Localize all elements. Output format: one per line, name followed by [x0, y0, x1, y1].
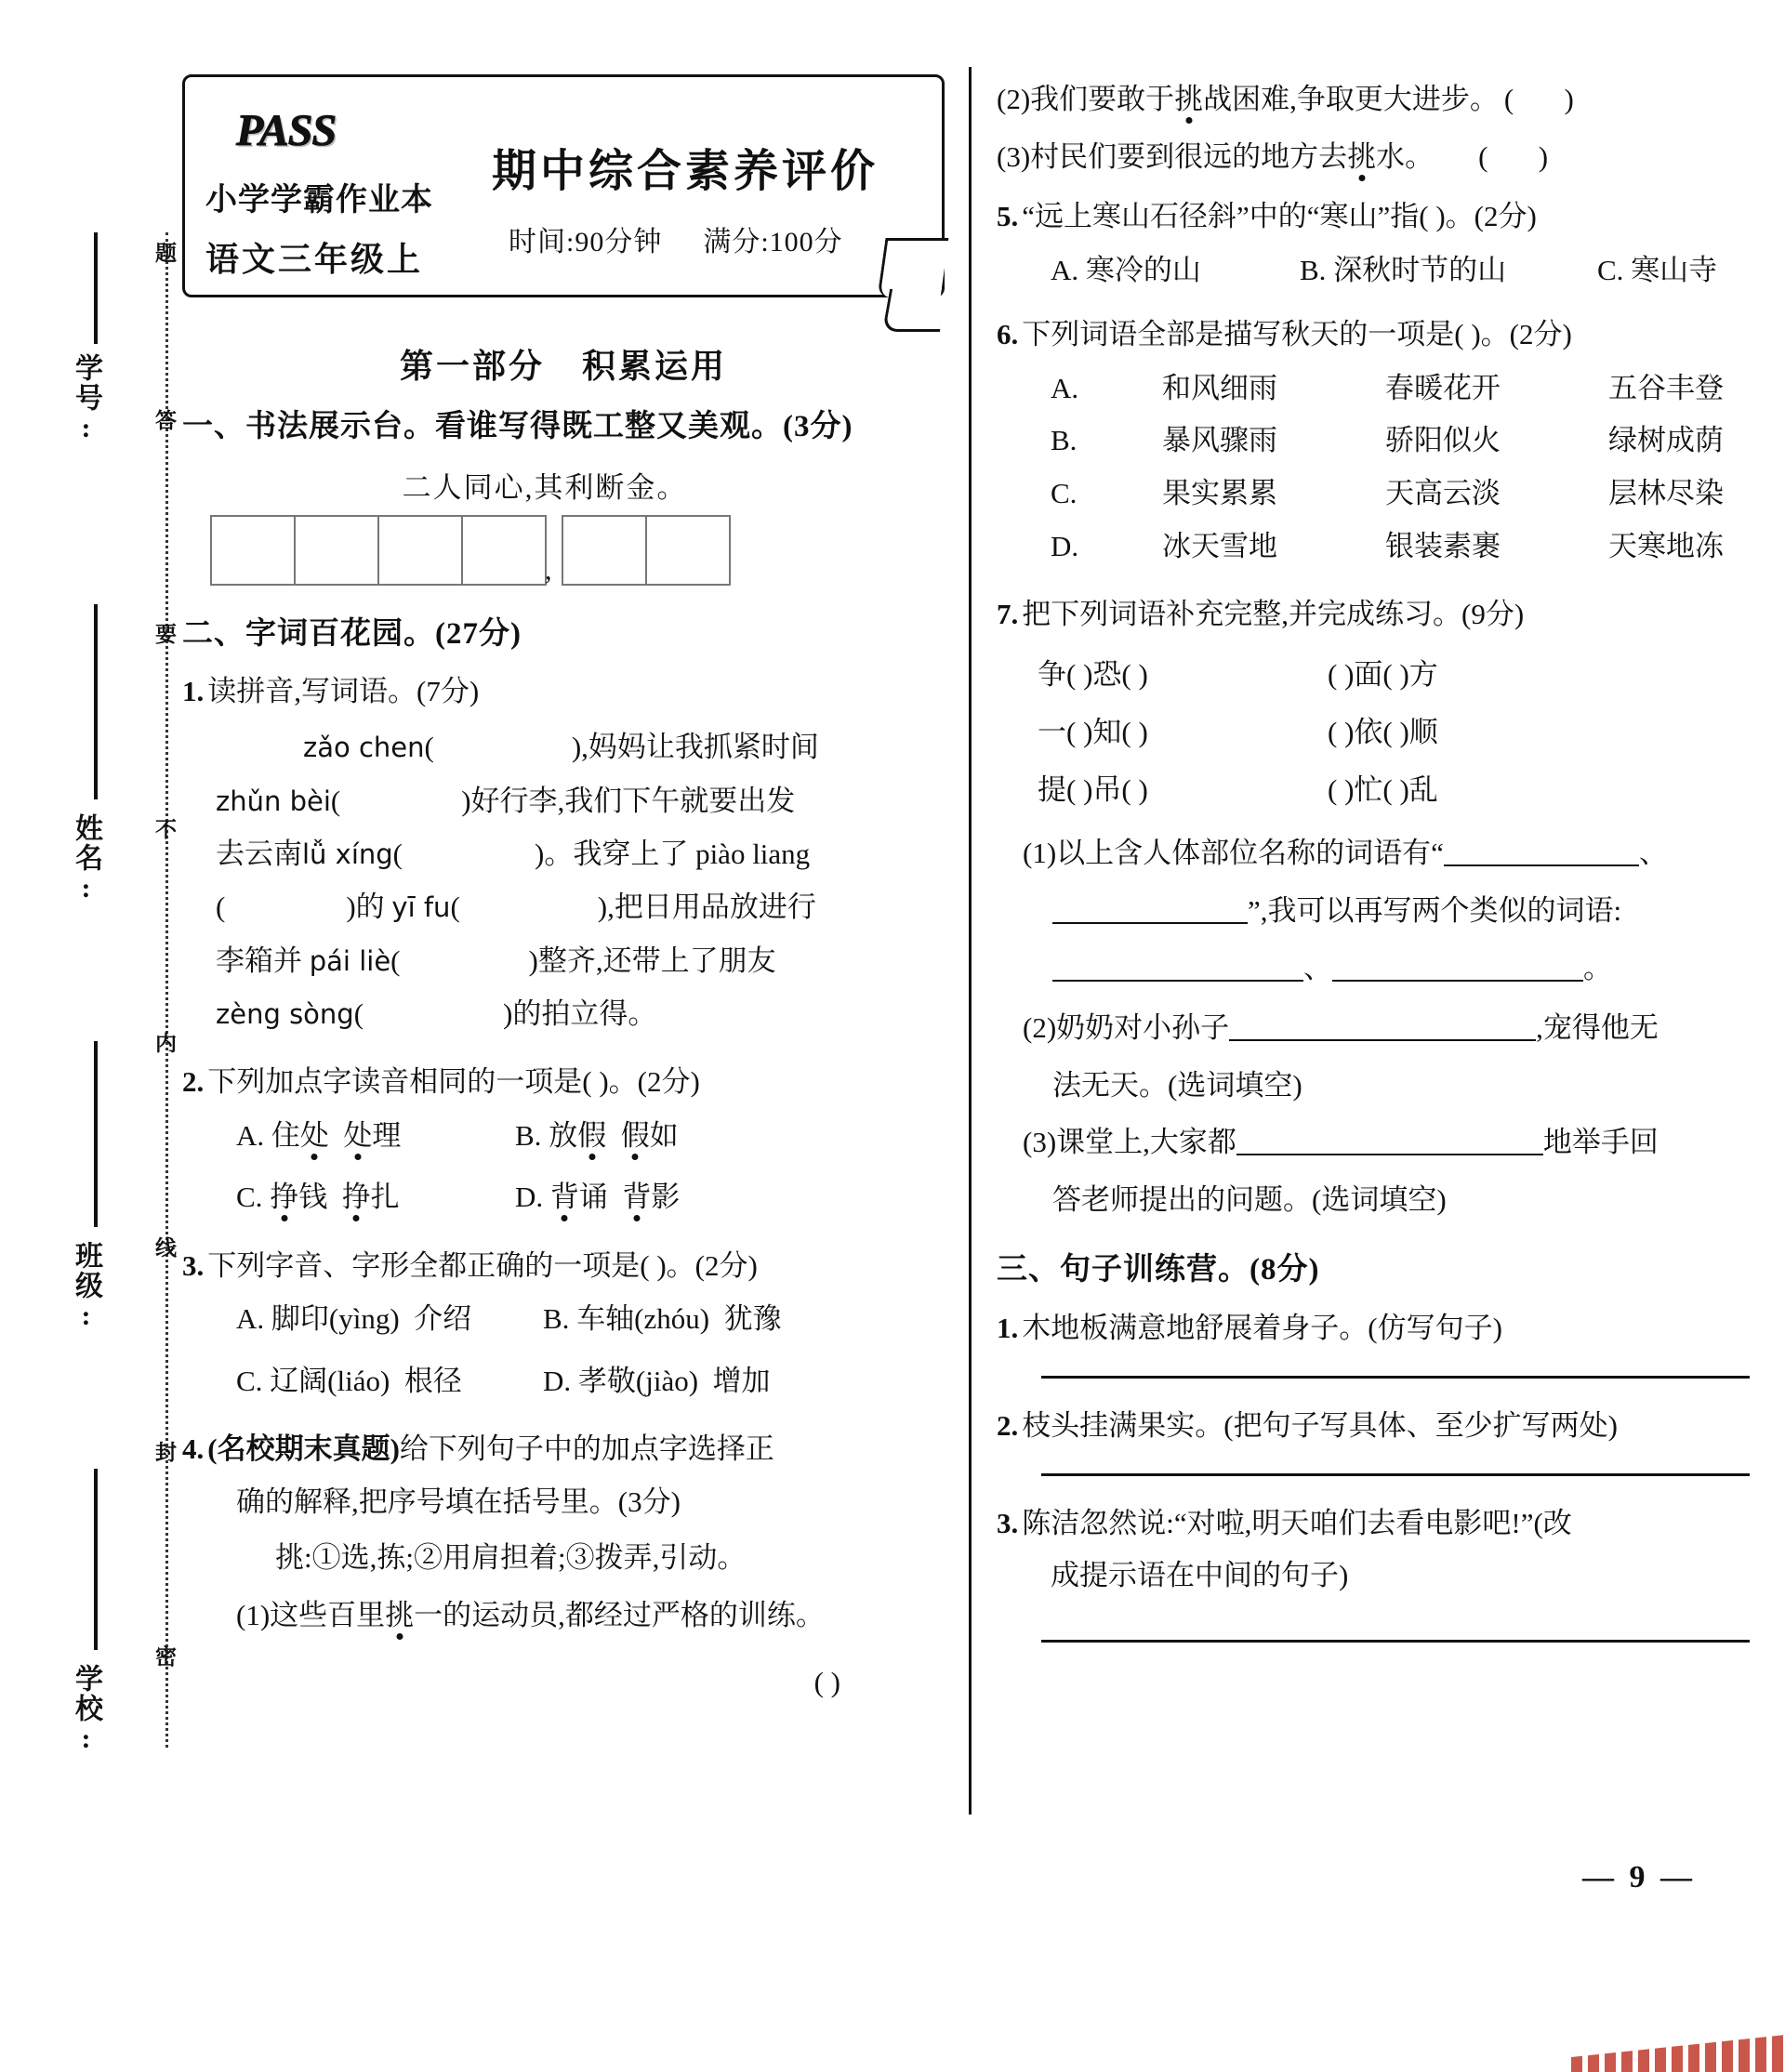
calligraphy-boxes[interactable]: [182, 515, 945, 586]
pinyin-line-2: zhǔn bèi( )好行李,我们下午就要出发: [216, 784, 796, 817]
option-word-2: 犹豫: [723, 1302, 782, 1336]
subject-grade: 语文三年级上: [205, 241, 424, 278]
option-word: 脚印(yìng): [271, 1302, 400, 1336]
item-text: 木地板满意地舒展着身子。(仿写句子): [1022, 1311, 1502, 1344]
option-word-3: 层林尽染: [1608, 476, 1724, 509]
option-key: C.: [236, 1364, 263, 1397]
idiom-cell[interactable]: ( )依( )顺: [1328, 715, 1438, 748]
option-word: 影: [651, 1181, 681, 1214]
question-prompt: 读拼音,写词语。(7分): [207, 675, 480, 707]
part-label: 第一部分: [399, 348, 545, 385]
question-number: 2.: [182, 1065, 205, 1099]
line-tail: ),妈妈让我抓紧时间: [571, 731, 819, 764]
question-6-option-C[interactable]: [997, 469, 1759, 519]
option-word-1: 果实累累: [1162, 476, 1277, 509]
option-word-1: 和风细雨: [1162, 371, 1277, 404]
line-tail: )。我穿上了 piào liang: [535, 837, 811, 870]
question-prompt: 下列加点字读音相同的一项是( )。(2分): [207, 1065, 700, 1099]
left-column: [182, 0, 945, 1712]
question-4-answer-1[interactable]: ( ): [813, 1666, 840, 1699]
option-key: D.: [1051, 529, 1079, 562]
option-word: 扎: [370, 1181, 400, 1214]
item-number: 3.: [997, 1507, 1019, 1539]
question-number: 4.: [182, 1432, 205, 1466]
question-3-options-row-1: [182, 1295, 945, 1344]
page-number: — 9 —: [1582, 1860, 1696, 1894]
option-word: 孝敬(jiào): [577, 1364, 699, 1397]
option-A[interactable]: [1051, 246, 1300, 296]
question-number: 6.: [997, 318, 1019, 351]
sidebar-label-school: 学校:: [71, 1664, 101, 1756]
corner-decoration: [1571, 2035, 1785, 2072]
answer-blank[interactable]: ( ): [1503, 83, 1574, 115]
option-word: 钱: [298, 1181, 328, 1214]
option-word-2: 介绍: [414, 1302, 472, 1336]
pinyin-line-5: 李箱并 pái liè( )整齐,还带上了朋友: [216, 944, 776, 977]
pinyin-text: lǚ xíng: [302, 838, 393, 870]
option-key: C.: [1051, 476, 1078, 509]
option-key: B.: [1300, 253, 1327, 286]
item-number: (3): [997, 140, 1031, 174]
answer-blank[interactable]: [1236, 1120, 1543, 1155]
pass-logo: PASS: [236, 106, 337, 155]
answer-blank[interactable]: ( ): [1478, 140, 1549, 174]
idiom-row[interactable]: [1038, 704, 1759, 761]
answer-line[interactable]: [1041, 1473, 1750, 1476]
seal-note-char: 密: [152, 1645, 176, 1668]
question-4-item-1: (1)这些百里挑一的运动员,都经过严格的训练。: [236, 1599, 825, 1632]
option-word-3: 五谷丰登: [1608, 371, 1724, 404]
question-prompt-a: 给下列句子中的加点字选择正: [399, 1432, 774, 1466]
exam-header-box: [182, 74, 945, 297]
question-3-options-row-2: [182, 1357, 945, 1406]
pinyin-text: zǎo chen: [303, 732, 425, 764]
comma-mark: ,: [545, 554, 552, 586]
answer-blank[interactable]: [1332, 947, 1583, 982]
item-number: (2): [1023, 1011, 1057, 1045]
item-number: (1): [1023, 836, 1057, 869]
seal-dashed-line: [165, 232, 168, 1748]
line-head: 去云南: [216, 837, 302, 870]
item-number: (2): [997, 83, 1031, 115]
pinyin-text: yī fu: [391, 891, 451, 924]
answer-blank[interactable]: [1229, 1007, 1536, 1041]
option-C[interactable]: [1597, 246, 1717, 296]
option-word-2: 天高云淡: [1385, 476, 1501, 509]
option-text: 深秋时节的山: [1333, 253, 1507, 286]
marked-char: 挣: [341, 1181, 371, 1214]
item-number: 1.: [997, 1311, 1019, 1344]
question-number: 7.: [997, 598, 1019, 631]
idiom-cell[interactable]: 争( )恐( ): [1038, 657, 1148, 691]
option-B[interactable]: [515, 1112, 679, 1161]
question-7-sub-3-cont: 答老师提出的问题。(选词填空): [1052, 1182, 1447, 1216]
option-key: A.: [1051, 253, 1079, 286]
seal-note-char: 题: [152, 242, 176, 264]
question-2-options-row-1: [182, 1112, 945, 1161]
option-word: 如: [649, 1118, 679, 1152]
line-tail: )好行李,我们下午就要出发: [461, 784, 796, 817]
calligraphy-box[interactable]: [294, 515, 379, 586]
option-word-3: 天寒地冻: [1608, 529, 1724, 562]
option-key: B.: [515, 1118, 542, 1152]
option-key: A.: [236, 1302, 265, 1336]
section-3-item-1: [997, 1305, 1759, 1352]
option-word-1: 冰天雪地: [1162, 529, 1277, 562]
answer-blank[interactable]: [1052, 890, 1248, 924]
item-number: (3): [1023, 1125, 1057, 1158]
idiom-row[interactable]: [1038, 761, 1759, 819]
sidebar-label-class: 班级:: [71, 1241, 101, 1333]
option-key: D.: [543, 1364, 572, 1397]
sidebar-label-student-id: 学号:: [71, 353, 101, 445]
marked-char: 挑: [385, 1599, 415, 1632]
seal-rule: [94, 1041, 98, 1227]
section-3-item-2: [997, 1403, 1759, 1449]
question-6-option-D[interactable]: [997, 522, 1759, 572]
marked-char: 处: [299, 1118, 329, 1152]
option-word-1: 暴风骤雨: [1162, 424, 1277, 457]
option-text: 寒冷的山: [1085, 253, 1201, 286]
idiom-cell[interactable]: 一( )知( ): [1038, 715, 1148, 748]
marked-char: 挑: [1347, 140, 1377, 174]
pinyin-text: zèng sòng: [216, 997, 354, 1030]
seal-note-char: 线: [152, 1236, 176, 1259]
question-prompt: 下列字音、字形全都正确的一项是( )。(2分): [207, 1248, 758, 1282]
option-word: 辽阔(liáo): [270, 1364, 390, 1397]
folded-corner-tail: [882, 289, 947, 332]
section-2-heading: 二、字词百花园。(27分): [182, 616, 522, 651]
question-2-options-row-2: [182, 1173, 945, 1222]
column-divider: [969, 67, 972, 1815]
marked-char: 背: [622, 1181, 652, 1214]
option-word-2: 春暖花开: [1385, 371, 1501, 404]
option-D[interactable]: [543, 1357, 771, 1406]
idiom-cell[interactable]: 提( )吊( ): [1038, 772, 1148, 806]
item-number: 2.: [997, 1408, 1019, 1442]
idiom-cell[interactable]: ( )忙( )乱: [1328, 772, 1438, 806]
section-3-item-3-cont: 成提示语在中间的句子): [1051, 1559, 1349, 1592]
option-word-2: 银装素裹: [1385, 529, 1501, 562]
answer-blank[interactable]: [1052, 947, 1303, 982]
seal-rule: [94, 232, 98, 344]
pinyin-line-1: zǎo chen( ),妈妈让我抓紧时间: [303, 731, 819, 764]
question-prompt: 下列词语全部是描写秋天的一项是( )。(2分): [1022, 318, 1572, 351]
answer-blank[interactable]: [1444, 831, 1639, 865]
pinyin-line-3: 去云南lǚ xíng( )。我穿上了 piào liang: [216, 837, 811, 870]
option-word-2: 根径: [403, 1364, 462, 1397]
option-key: B.: [1051, 424, 1078, 457]
option-A[interactable]: [236, 1112, 515, 1161]
seal-note-char: 不: [152, 818, 176, 840]
pinyin-text: pái liè: [309, 944, 391, 977]
question-prompt: 把下列词语补充完整,并完成练习。(9分): [1022, 598, 1525, 631]
calligraphy-box[interactable]: [645, 515, 731, 586]
sub-text: 以上含人体部位名称的词语有“: [1056, 836, 1444, 869]
seal-note-char: 封: [152, 1441, 176, 1463]
option-key: B.: [543, 1302, 570, 1336]
page-title: 期中综合素养评价: [492, 147, 879, 196]
exam-meta: [509, 218, 843, 259]
option-word-2: 增加: [712, 1364, 771, 1397]
option-word: 诵: [578, 1181, 608, 1214]
option-text: 寒山寺: [1631, 253, 1718, 286]
option-word: 理: [372, 1118, 402, 1152]
line-tail: )整齐,还带上了朋友: [528, 944, 776, 977]
section-3-item-3: [997, 1500, 1759, 1547]
calligraphy-sentence: 二人同心,其利断金。: [402, 470, 688, 504]
calligraphy-box[interactable]: [210, 515, 296, 586]
question-6-option-B[interactable]: [997, 416, 1759, 466]
sub-text: 课堂上,大家都: [1056, 1125, 1236, 1158]
option-C[interactable]: [236, 1357, 543, 1406]
answer-line[interactable]: [1041, 1640, 1750, 1643]
option-key: C.: [1597, 253, 1624, 286]
option-B[interactable]: [1300, 246, 1597, 296]
exam-total-score: 满分:100分: [703, 227, 843, 257]
question-prompt: “远上寒山石径斜”中的“寒山”指( )。(2分): [1022, 200, 1537, 233]
question-number: 3.: [182, 1248, 205, 1282]
option-key: C.: [236, 1181, 263, 1214]
seal-note-char: 答: [152, 409, 176, 431]
option-word: 住: [271, 1118, 300, 1152]
marked-char: 挑: [1174, 83, 1204, 115]
option-word: 放: [549, 1118, 578, 1152]
option-D[interactable]: [515, 1173, 680, 1222]
question-number: 5.: [997, 200, 1019, 233]
question-6-option-A[interactable]: [997, 364, 1759, 414]
calligraphy-box[interactable]: [461, 515, 547, 586]
question-4: [182, 1426, 945, 1472]
question-7-sub-2-cont: 法无天。(选词填空): [1052, 1069, 1302, 1102]
question-5: [997, 193, 1759, 240]
option-key: A.: [1051, 371, 1079, 404]
option-key: A.: [236, 1118, 265, 1152]
question-7-sub-1-cont2: 、 。: [997, 945, 1759, 992]
answer-line[interactable]: [1041, 1376, 1750, 1379]
marked-char: 假: [620, 1118, 650, 1152]
question-7-sub-1-cont: [997, 888, 1759, 934]
item-text: 陈洁忽然说:“对啦,明天咱们去看电影吧!”(改: [1022, 1507, 1572, 1539]
option-A[interactable]: [236, 1295, 543, 1344]
question-1: [182, 668, 945, 715]
question-number: 1.: [182, 675, 205, 707]
calligraphy-box[interactable]: [377, 515, 463, 586]
marked-char: 处: [343, 1118, 373, 1152]
brand-name: 小学学霸作业本: [205, 183, 433, 218]
question-6: [997, 311, 1759, 358]
calligraphy-box[interactable]: [562, 515, 647, 586]
question-4-item-3: (3)村民们要到很远的地方去挑水。 ( ): [997, 140, 1549, 174]
question-tag: (名校期末真题): [207, 1432, 400, 1466]
seal-note-char: 内: [152, 1032, 176, 1054]
idiom-cell[interactable]: ( )面( )方: [1328, 657, 1438, 691]
item-number: (1): [236, 1599, 271, 1632]
sub-text: ”,我可以再写两个类似的词语:: [1248, 893, 1622, 927]
line-tail: )的拍立得。: [503, 996, 657, 1030]
sub-text: 奶奶对小孙子: [1056, 1011, 1230, 1045]
marked-char: 假: [577, 1118, 607, 1152]
seal-note-char: 要: [152, 623, 176, 645]
sidebar-label-name: 姓名:: [71, 813, 101, 905]
line-head: 李箱并: [216, 944, 302, 977]
option-key: D.: [515, 1181, 544, 1214]
option-C[interactable]: [236, 1173, 515, 1222]
seal-strip: [56, 232, 177, 1756]
question-7: [997, 591, 1759, 638]
idiom-row[interactable]: [1038, 646, 1759, 704]
option-word-3: 绿树成荫: [1608, 424, 1724, 457]
part-heading: [182, 340, 945, 388]
item-text: 枝头挂满果实。(把句子写具体、至少扩写两处): [1022, 1408, 1618, 1442]
pinyin-line-4: ( )的 yī fu( ),把日用品放进行: [216, 891, 816, 924]
marked-char: 背: [549, 1181, 579, 1214]
option-word: 车轴(zhóu): [576, 1302, 710, 1336]
question-4-item-2: (2)我们要敢于挑战困难,争取更大进步。 ( ): [997, 83, 1574, 115]
sub-text: ,宠得他无: [1536, 1011, 1659, 1045]
question-7-sub-2: [997, 1005, 1759, 1051]
idiom-fill-grid: [997, 646, 1759, 819]
marked-char: 挣: [270, 1181, 299, 1214]
section-1-heading: 一、书法展示台。看谁写得既工整又美观。(3分): [182, 410, 853, 443]
part-name: 积累运用: [582, 348, 728, 385]
question-2: [182, 1059, 945, 1105]
seal-rule: [94, 604, 98, 799]
question-5-options: [997, 246, 1759, 296]
question-7-sub-3: [997, 1119, 1759, 1166]
option-word-2: 骄阳似火: [1385, 424, 1501, 457]
seal-rule: [94, 1469, 98, 1650]
option-B[interactable]: [543, 1295, 782, 1344]
section-3-heading: 三、句子训练营。(8分): [997, 1253, 1320, 1287]
pinyin-line-6: zèng sòng( )的拍立得。: [216, 996, 657, 1030]
question-4-prompt-cont: 确的解释,把序号填在括号里。(3分): [236, 1485, 681, 1518]
right-column: [997, 0, 1759, 1667]
pinyin-text: zhǔn bèi: [216, 785, 331, 817]
question-4-gloss: 挑:①选,拣;②用肩担着;③拨弄,引动。: [275, 1540, 747, 1574]
sub-text: 地举手回: [1542, 1125, 1659, 1158]
exam-time: 时间:90分钟: [509, 227, 663, 257]
question-7-sub-1: (1)以上含人体部位名称的词语有“ 、: [997, 830, 1759, 877]
question-3: [182, 1243, 945, 1289]
